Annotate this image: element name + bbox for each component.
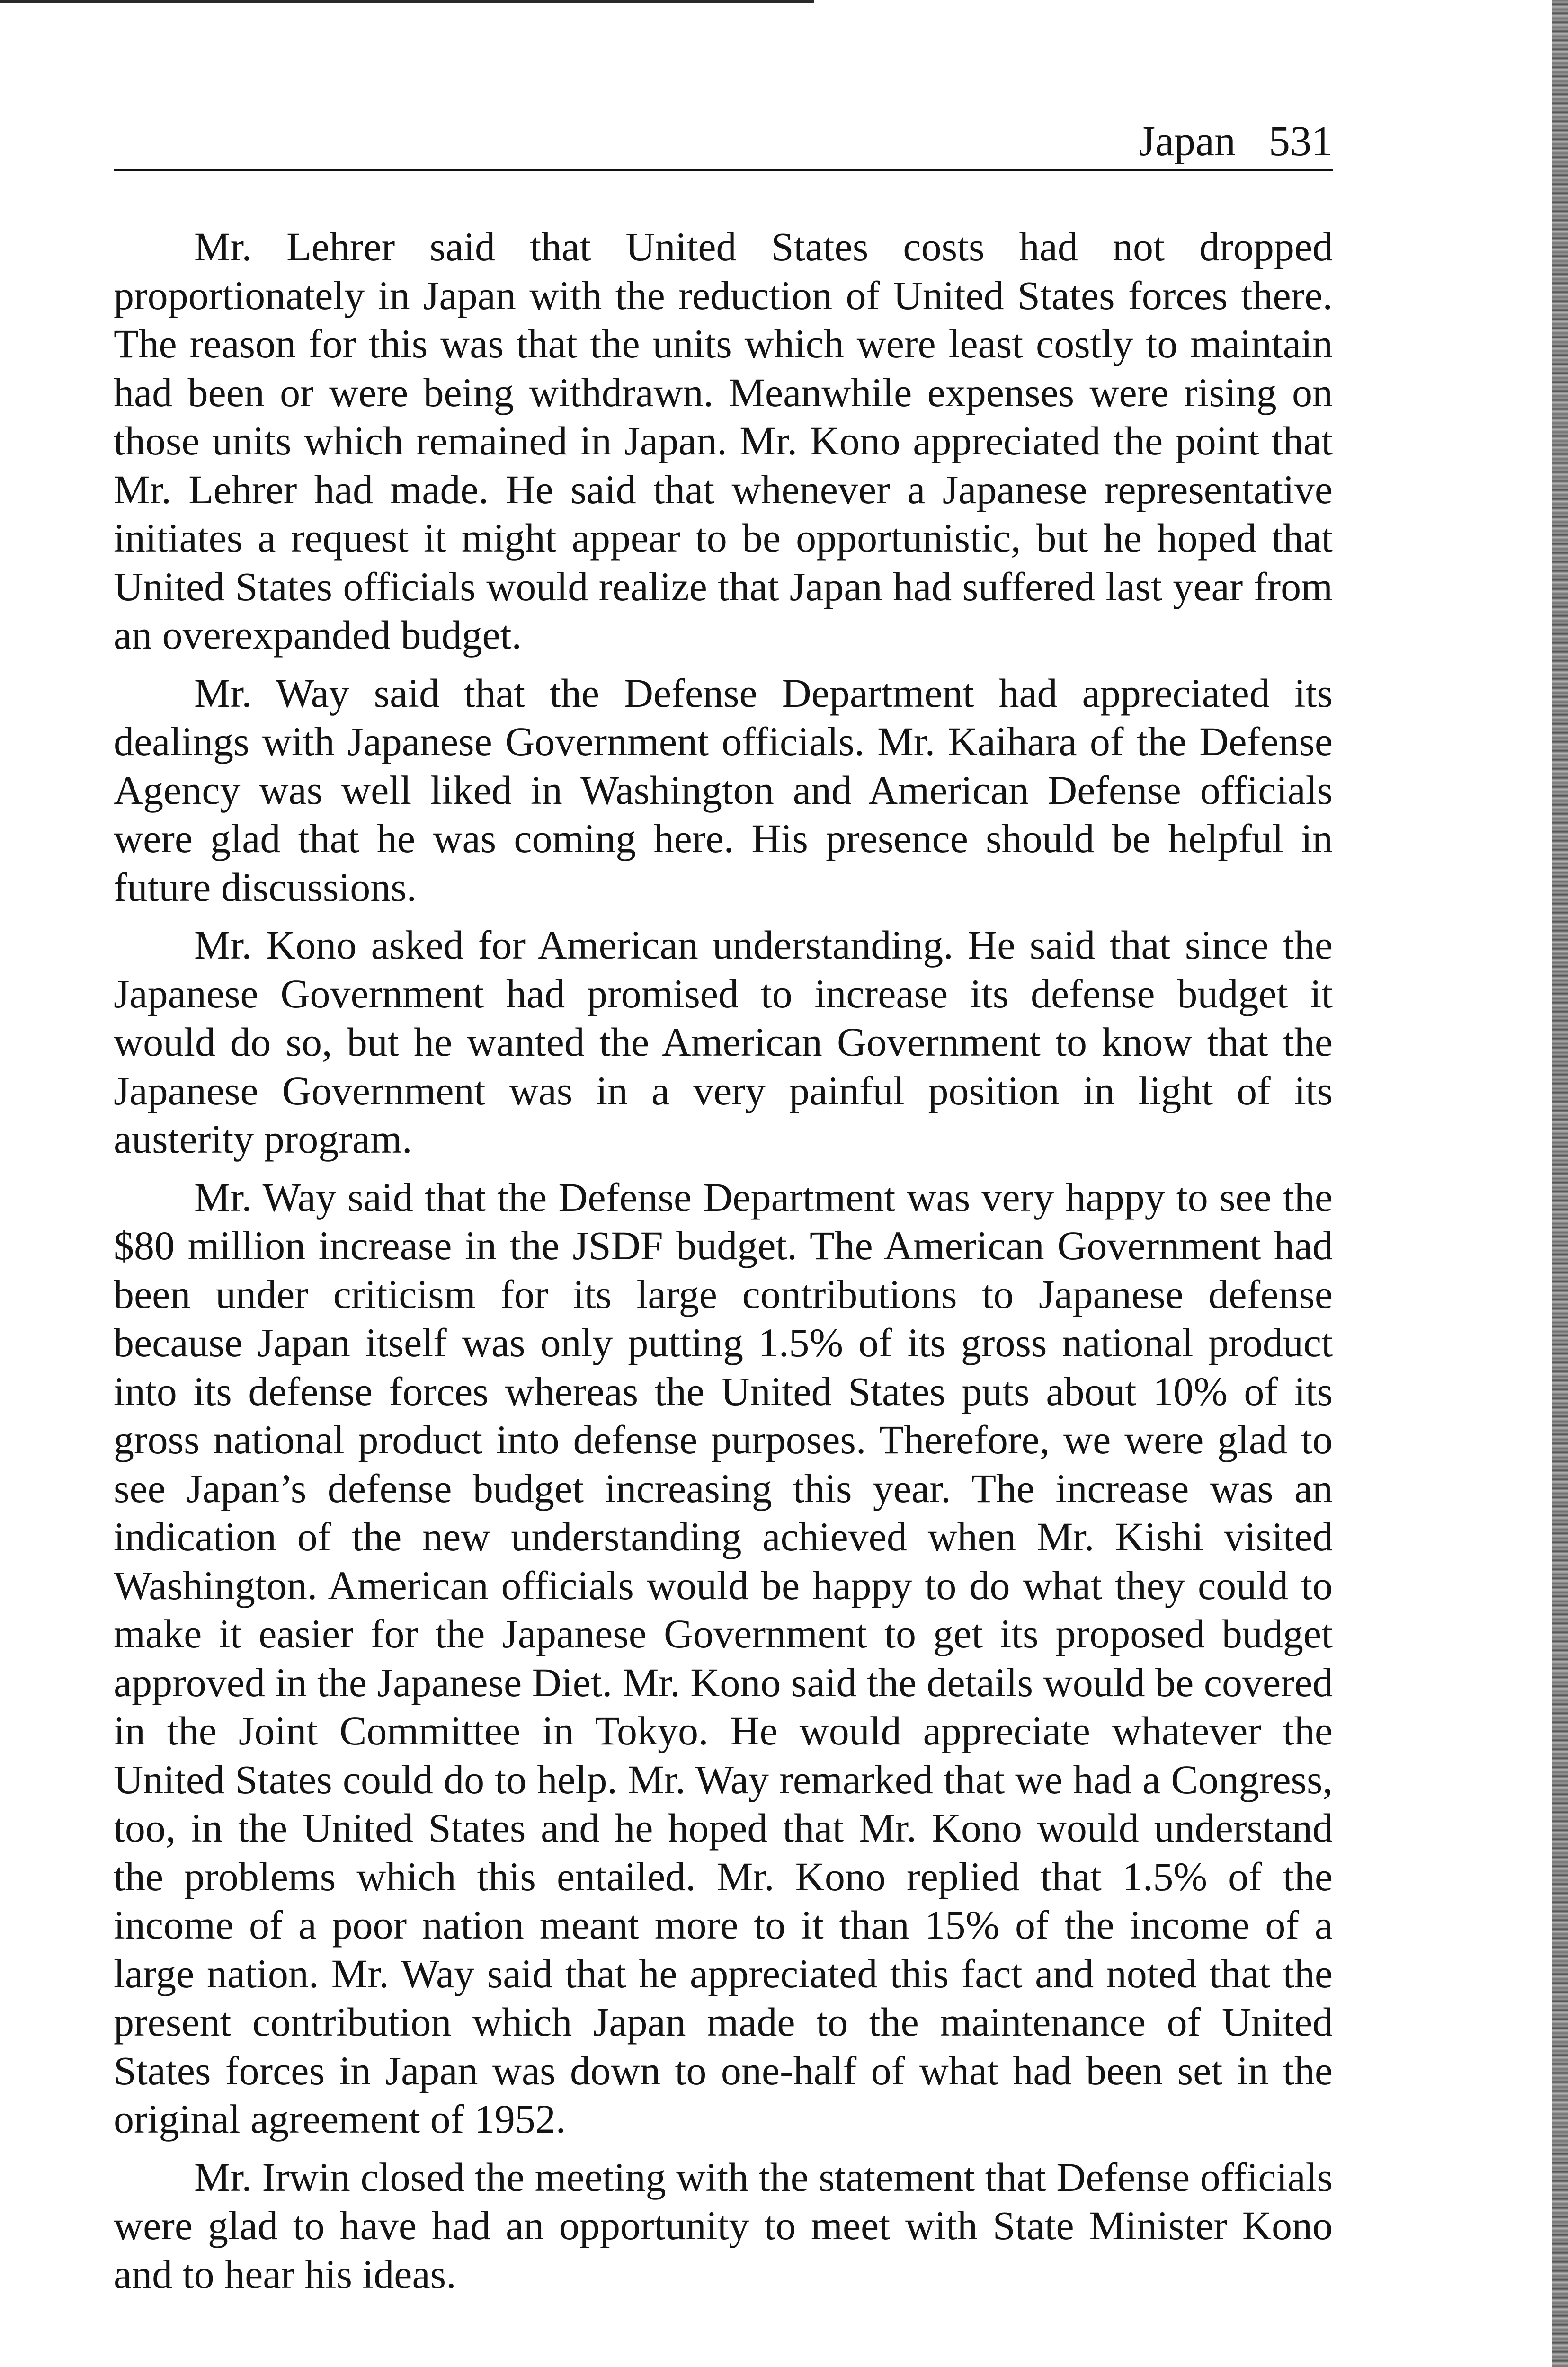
paragraph-way-dealings: Mr. Way said that the Defense Department had appreciated its dealings with Japanese Government officials. Mr. Kaihara of the Defense Agency was well liked in Washington and American Defense officials were glad that he was coming here. His presence should be helpful in future discussions. [114,670,1333,910]
paragraph-lehrer-costs: Mr. Lehrer said that United States costs had not dropped proportionately in Japan with the reduction of United States forces there. The reason for this was that the units which were least costly to maintain had been or were being withdrawn. Meanwhile expenses were rising on those units which remained in Japan. Mr. Kono appreciated the point that Mr. Lehrer had made. He said that whenever a Japanese representative initiates a request it might appear to be opportunistic, but he hoped that United States officials would realize that Japan had suffered last year from an overexpanded budget. [114,224,1333,658]
running-head [1139,118,1333,165]
scan-top-edge [0,0,814,3]
running-header [114,118,1333,171]
paragraph-way-budget: Mr. Way said that the Defense Department was very happy to see the $80 million increase in the JSDF budget. The American Government had been under criticism for its large contributions to Japanese defense because Japan itself was only putting 1.5% of its gross national product into its defense forces whereas the United States puts about 10% of its gross national product into defense purposes. Therefore, we were glad to see Japan’s defense budget increasing this year. The increase was an indication of the new understanding achieved when Mr. Kishi visited Washington. American officials would be happy to do what they could to make it easier for the Japanese Government to get its proposed budget approved in the Japanese Diet. Mr. Kono said the details would be covered in the Joint Committee in Tokyo. He would appreciate whatever the United States could do to help. Mr. Way remarked that we had a Congress, too, in the United States and he hoped that Mr. Kono would understand the problems which this entailed. Mr. Kono replied that 1.5% of the income of a poor nation meant more to it than 15% of the income of a large nation. Mr. Way said that he appreciated this fact and noted that the present contribution which Japan made to the maintenance of United States forces in Japan was down to one-half of what had been set in the original agreement of 1952. [114,1174,1333,2142]
paragraph-kono-understanding: Mr. Kono asked for American understanding. He said that since the Japanese Government had promised to increase its defense budget it would do so, but he wanted the American Government to know that the Japanese Government was in a very painful position in light of its austerity program. [114,922,1333,1162]
running-title: Japan [1139,118,1236,165]
paragraph-irwin-closing: Mr. Irwin closed the meeting with the statement that Defense officials were glad to have had an opportunity to meet with State Minister Kono and to hear his ideas. [114,2154,1333,2297]
scan-page-edge [1552,0,1568,2367]
body-text [114,222,1333,2308]
page-number: 531 [1269,118,1333,165]
